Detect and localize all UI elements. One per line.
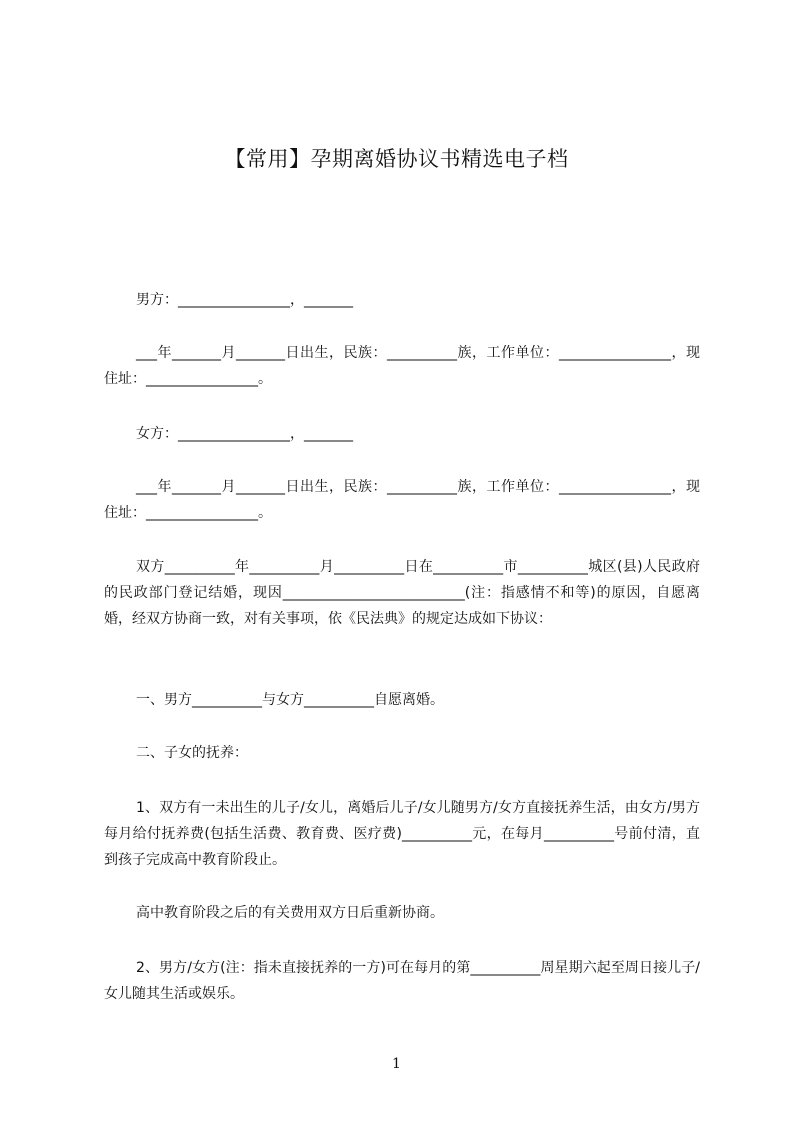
paragraph-male-details: ___年_______月_______日出生，民族：__________族，工作单位：________________，现住址：________________。 <box>104 345 700 387</box>
paragraph-male-party: 男方：________________，_______ <box>136 292 353 308</box>
document-title: 【常用】孕期离婚协议书精选电子档 <box>224 147 569 171</box>
paragraph-post-high-school: 高中教育阶段之后的有关费用双方日后重新协商。 <box>136 905 444 921</box>
clause-visitation: 2、男方/女方(注：指未直接抚养的一方)可在每月的第__________周星期六起至周日接儿子/女儿随其生活或娱乐。 <box>104 960 700 1002</box>
paragraph-female-details: ___年_______月_______日出生，民族：__________族，工作单位：________________，现住址：________________。 <box>104 479 700 521</box>
clause-divorce-agreement: 一、男方__________与女方__________自愿离婚。 <box>136 692 444 708</box>
clause-child-support: 1、双方有一未出生的儿子/女儿，离婚后儿子/女儿随男方/女方直接抚养生活，由女方/男方每月给付抚养费(包括生活费、教育费、医疗费)__________元，在每月__________号前付清，直到孩子完成高中教育阶段止。 <box>104 800 700 868</box>
page-number: 1 <box>392 1056 401 1072</box>
paragraph-marriage-registration: 双方__________年__________月__________日在__________市__________城区(县)人民政府的民政部门登记结婚，现因__________________________(注：指感情不和等)的原因，自愿离婚，经双方协商一致，对有关事项，依《民法典》的规定达成如下协议： <box>104 559 700 627</box>
paragraph-female-party: 女方：________________，_______ <box>136 426 353 442</box>
clause-child-custody-heading: 二、子女的抚养： <box>136 745 248 761</box>
